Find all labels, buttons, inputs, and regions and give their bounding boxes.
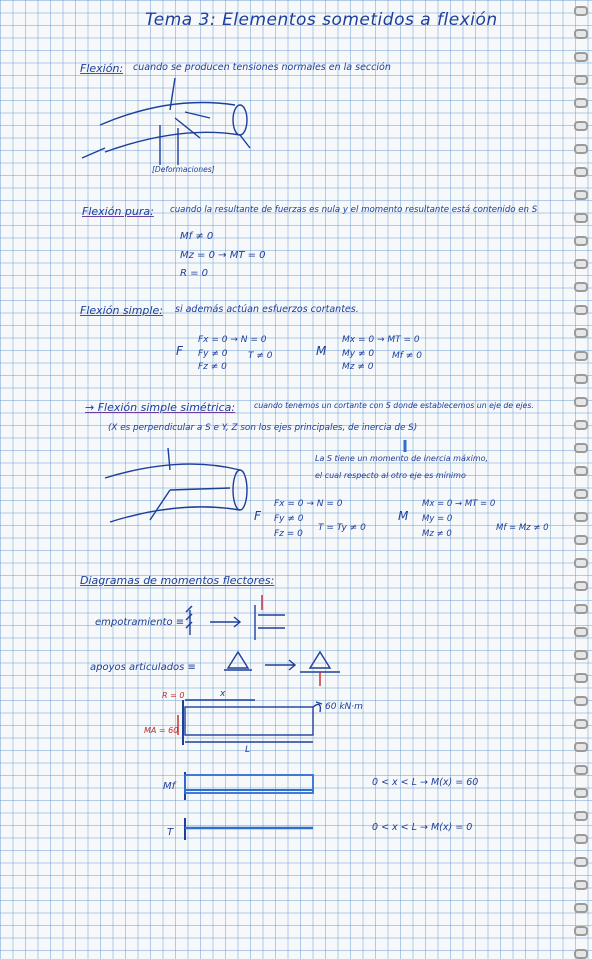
fs-f-eq-2: Fy ≠ 0: [198, 349, 228, 359]
fss-m-eq-1: Mx = 0 → MT = 0: [422, 499, 496, 509]
flexion-pura-label: Flexión pura:: [82, 205, 154, 218]
fs-f-eq-3: Fz ≠ 0: [198, 362, 227, 372]
mf-row-label: Mf: [163, 781, 176, 792]
diagramas-label: Diagramas de momentos flectores:: [80, 574, 275, 587]
fss-m-eq-3: Mz ≠ 0: [422, 529, 452, 539]
fs-m-eq-2: My ≠ 0: [342, 349, 375, 359]
fss-f-brace: F: [254, 509, 261, 523]
flexion-pura-eq-2: Mz = 0 → MT = 0: [180, 250, 266, 261]
flexion-label: Flexión:: [80, 62, 124, 75]
beam-load-label: 60 kN·m: [325, 702, 363, 712]
fss-f-eq-3: Fz = 0: [274, 529, 303, 539]
m-brace: M: [316, 344, 327, 358]
flexion-text: cuando se producen tensiones normales en la sección: [133, 62, 391, 73]
fss-f-eq-1: Fx = 0 → N = 0: [274, 499, 343, 509]
flexion-simple-text: si además actúan esfuerzos cortantes.: [175, 304, 359, 315]
fs-f-eq-1: Fx = 0 → N = 0: [198, 335, 267, 345]
fss-m-result: Mf = Mz ≠ 0: [496, 523, 549, 533]
fs-f-result: T ≠ 0: [248, 351, 273, 361]
f-brace: F: [176, 344, 183, 358]
beam-ma-label: MA = 60: [144, 726, 179, 735]
page-title: Tema 3: Elementos sometidos a flexión: [145, 10, 498, 30]
t-row-label: T: [167, 827, 174, 838]
t-row-eq: 0 < x < L → M(x) = 0: [372, 822, 473, 833]
fss-f-result: T = Ty ≠ 0: [318, 523, 366, 533]
flexion-simetrica-label: → Flexión simple simétrica:: [85, 401, 236, 414]
fs-m-result: Mf ≠ 0: [392, 351, 422, 361]
fs-m-eq-1: Mx = 0 → MT = 0: [342, 335, 420, 345]
apoyos-text: apoyos articulados ≡: [90, 662, 196, 673]
flexion-simetrica-note2: el cual respecto al otro eje es mínimo: [315, 471, 466, 480]
flexion-simple-label: Flexión simple:: [80, 304, 163, 317]
fs-m-eq-3: Mz ≠ 0: [342, 362, 374, 372]
empotramiento-text: empotramiento ≡: [95, 617, 185, 628]
flexion-simetrica-note1: La S tiene un momento de inercia máximo,: [315, 454, 489, 463]
beam-l-label: L: [245, 745, 251, 755]
beam-x-label: x: [220, 689, 226, 699]
beam-r-label: R = 0: [162, 691, 185, 700]
deformation-note: [Deformaciones]: [152, 165, 215, 174]
flexion-pura-eq-3: R = 0: [180, 268, 209, 279]
flexion-simetrica-text2: (X es perpendicular a S e Y, Z son los ejes principales, de inercia de S): [108, 423, 418, 433]
flexion-pura-eq-1: Mf ≠ 0: [180, 231, 214, 242]
fss-m-eq-2: My = 0: [422, 514, 453, 524]
flexion-pura-text: cuando la resultante de fuerzas es nula y el momento resultante está contenido en S: [170, 205, 538, 215]
mf-row-eq: 0 < x < L → M(x) = 60: [372, 777, 479, 788]
flexion-simetrica-text: cuando tenemos un cortante con S donde establecemos un eje de ejes.: [254, 401, 534, 410]
fss-m-brace: M: [398, 509, 409, 523]
fss-f-eq-2: Fy ≠ 0: [274, 514, 304, 524]
